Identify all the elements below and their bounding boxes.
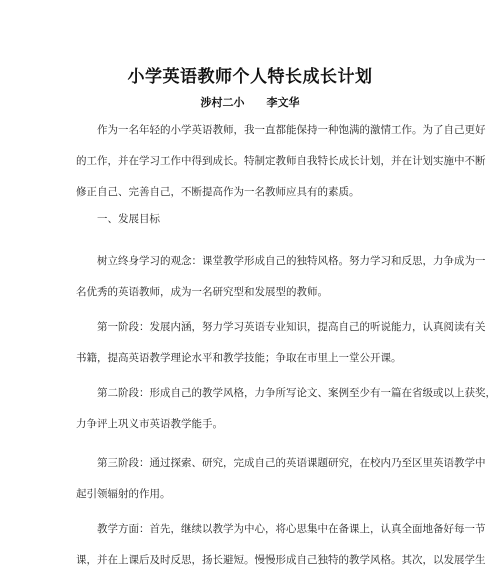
- paragraph-goal: [76, 253, 486, 315]
- paragraph-line: 的工作，并在学习工作中得到成长。特制定教师自我特长成长计划，并在计划实施中不断: [76, 155, 486, 167]
- author-line: [0, 94, 500, 110]
- paragraph-stage-2: [76, 385, 496, 447]
- paragraph-intro: [76, 122, 486, 215]
- paragraph-stage-3: [76, 455, 486, 517]
- paragraph-teaching: [76, 521, 486, 583]
- paragraph-line: 作为一名年轻的小学英语教师，我一直都能保持一种饱满的激情工作。为了自己更好: [97, 124, 486, 136]
- paragraph-line: 第一阶段：发展内涵，努力学习英语专业知识，提高自己的听说能力，认真阅读有关: [97, 321, 486, 333]
- paragraph-line: 一、发展目标: [97, 213, 160, 225]
- paragraph-line: 起引领辐射的作用。: [76, 488, 171, 500]
- paragraph-line: 第三阶段：通过探索、研究，完成自己的英语课题研究，在校内乃至区里英语教学中: [97, 457, 486, 469]
- paragraph-line: 第二阶段：形成自己的教学风格，力争所写论文、案例至少有一篇在省级或以上获奖，: [97, 387, 496, 399]
- section-heading: [76, 211, 432, 242]
- school-name: 涉村二小: [200, 96, 245, 109]
- paragraph-line: 力争评上巩义市英语教学能手。: [76, 418, 223, 430]
- paragraph-line: 名优秀的英语教师，成为一名研究型和发展型的教师。: [76, 286, 328, 298]
- paragraph-line: 书籍，提高英语教学理论水平和教学技能；争取在市里上一堂公开课。: [76, 352, 402, 364]
- paragraph-line: 修正自己、完善自己，不断提高作为一名教师应具有的素质。: [76, 186, 360, 198]
- document-title: 小学英语教师个人特长成长计划: [127, 67, 373, 87]
- paragraph-stage-1: [76, 319, 486, 381]
- paragraph-line: 树立终身学习的观念：课堂教学形成自己的独特风格。努力学习和反思，力争成为一: [97, 255, 486, 267]
- author-name: 李文华: [266, 96, 300, 109]
- paragraph-line: 课，并在上课后及时反思，扬长避短。慢慢形成自己独特的教学风格。其次，以发展学生: [76, 554, 486, 566]
- paragraph-line: 教学方面：首先，继续以教学为中心，将心思集中在备课上，认真全面地备好每一节: [97, 523, 486, 535]
